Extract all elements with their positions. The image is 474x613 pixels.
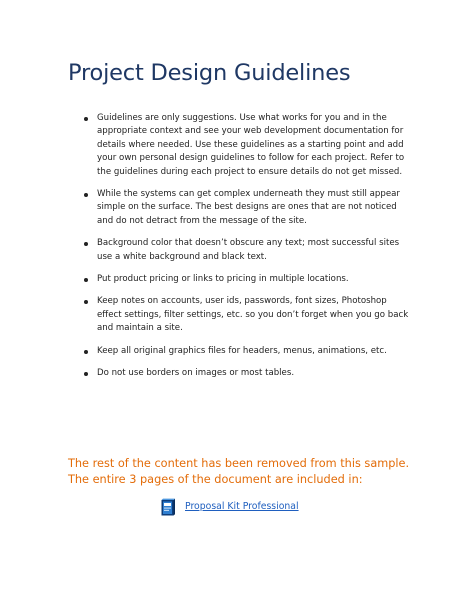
product-link-row [161, 498, 299, 516]
bullet-icon [84, 117, 88, 121]
list-item-text: Keep notes on accounts, user ids, passwords, font sizes, Photoshop effect settings, filter settings, etc. so you don’t forget when you go back and maintain a site. [97, 296, 409, 334]
list-item [82, 345, 412, 358]
bullet-icon [84, 350, 88, 354]
list-item [82, 273, 412, 286]
proposal-kit-professional-link[interactable]: Proposal Kit Professional [185, 501, 299, 512]
list-item-text: Background color that doesn’t obscure any text; most successful sites use a white background and black text. [97, 238, 400, 262]
bullet-icon [84, 193, 88, 197]
list-item [82, 188, 412, 228]
list-item-text: Keep all original graphics files for headers, menus, animations, etc. [97, 345, 387, 356]
list-item-text: Put product pricing or links to pricing in multiple locations. [97, 274, 349, 285]
list-item-text: While the systems can get complex underneath they must still appear simple on the surface. The best designs are ones that are not noticed and do not detract from the message of the site. [97, 189, 400, 226]
bullet-icon [84, 278, 88, 282]
bullet-icon [84, 372, 88, 376]
sample-notice: The rest of the content has been removed from this sample. The entire 3 pages of the document are included in: [68, 457, 410, 486]
list-item [82, 237, 412, 264]
product-box-icon [161, 498, 175, 516]
guidelines-list [82, 112, 412, 381]
bullet-icon [84, 242, 88, 246]
list-item [82, 367, 412, 380]
page-title: Project Design Guidelines [68, 60, 351, 86]
bullet-icon [84, 300, 88, 304]
list-item-text: Guidelines are only suggestions. Use what works for you and in the appropriate context and see your web development documentation for details where needed. Use these guidelines as a starting point and add your own personal design guidelines to follow for each project. Refer to the guidelines during each project to ensure details do not get missed. [97, 113, 405, 177]
list-item [82, 112, 412, 179]
list-item [82, 295, 412, 335]
list-item-text: Do not use borders on images or most tables. [97, 368, 295, 379]
